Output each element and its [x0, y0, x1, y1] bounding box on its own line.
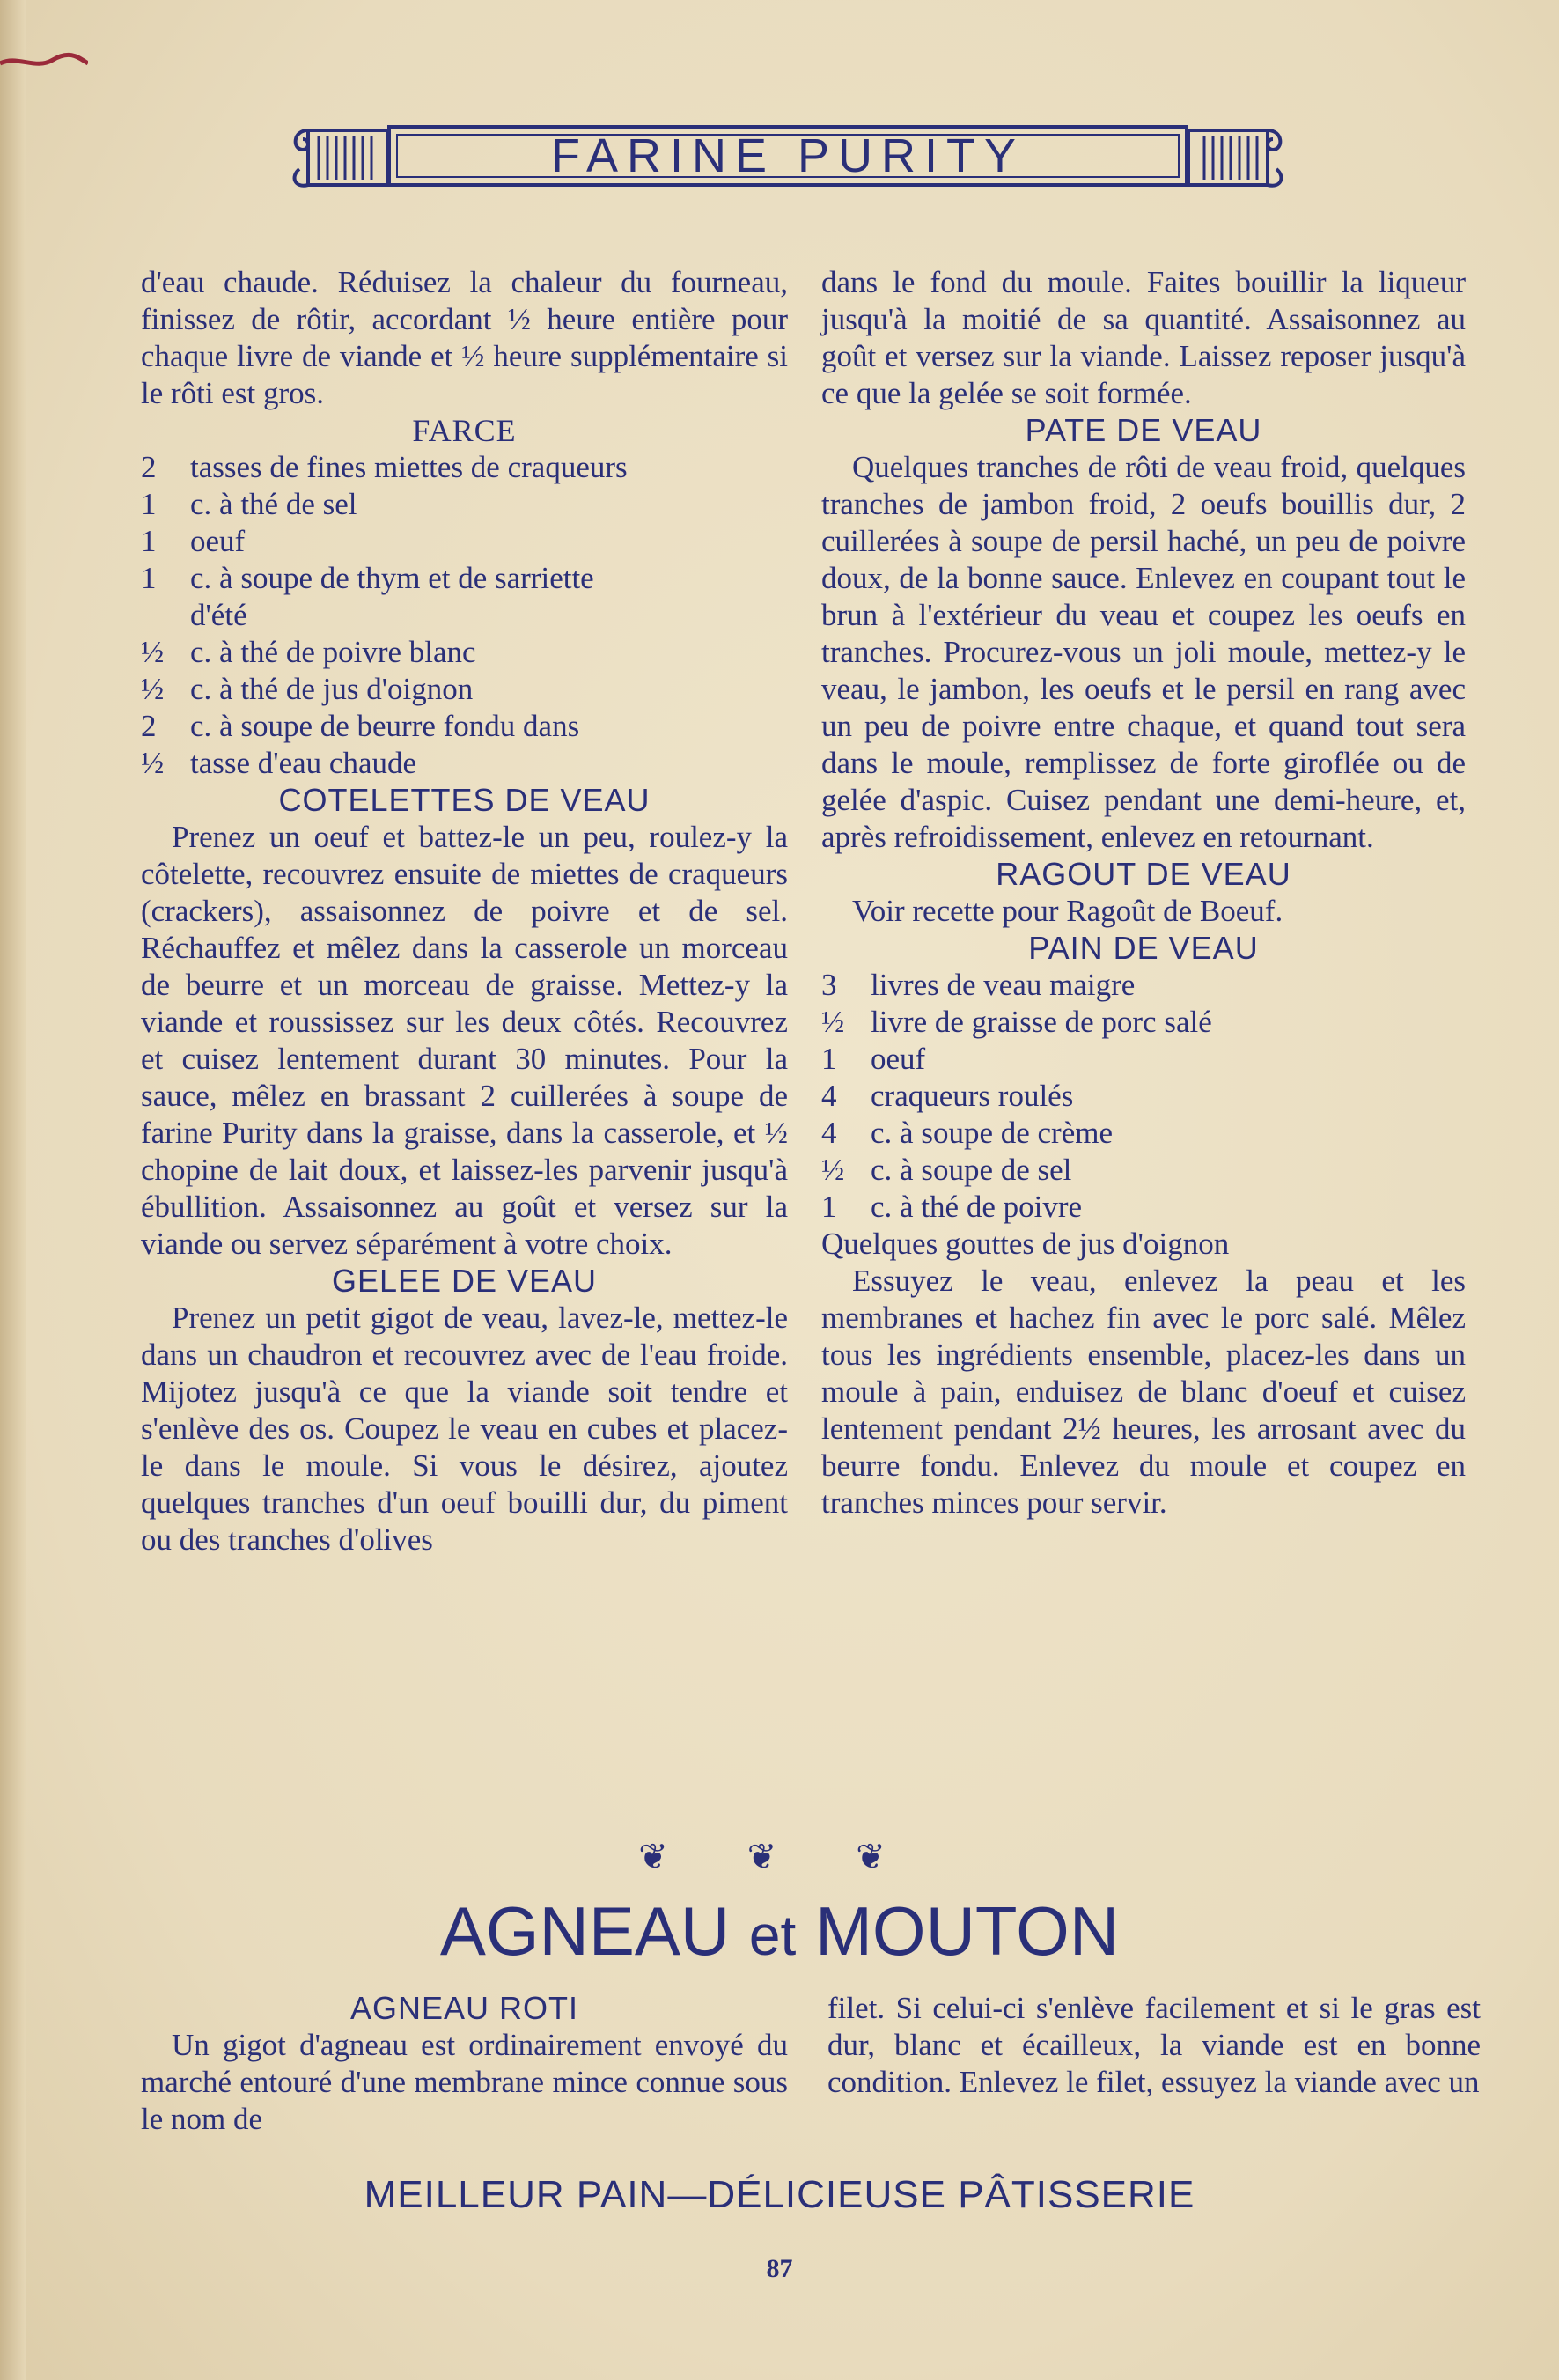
list-item: ½ c. à thé de jus d'oignon: [141, 672, 474, 706]
pate-text: Quelques tranches de rôti de veau froid, quelques tranches de jambon froid, 2 oeufs bouillis dur, 2 cuillerées à soupe de persil haché, un peu de poivre doux, de la bonne sauce. Enlevez en coupant tout le brun à l'extérieur du veau et coupez les oeufs en tranches. Procurez-vous un joli moule, mettez-y le veau, le jambon, les oeufs et le persil en rang avec un peu de poivre entre chaque, et quand tout sera dans le moule, remplissez de forte giroflée ou de gelée d'aspic. Cuisez pendant une demi-heure, et, après refroidissement, enlevez en retournant.: [821, 450, 1466, 854]
cotelettes-text: Prenez un oeuf et battez-le un peu, roulez-y la côtelette, recouvrez ensuite de miettes de craqueurs (crackers), assaisonnez de poivre et de sel. Réchauffez et mêlez dans la casserole un morceau de beurre et un morceau de graisse. Mettez-y la viande et roussissez sur les deux côtés. Recouvrez et cuisez lentement durant 30 minutes. Pour la sauce, mêlez en brassant 2 cuillerées à soupe de farine Purity dans la graisse, dans la casserole, et ½ chopine de lait doux, et laissez-les parvenir jusqu'à ébullition. Assaisonnez au goût et versez sur la viande ou servez séparément à votre choix.: [141, 820, 788, 1261]
list-item: ½ c. à thé de poivre blanc: [141, 635, 476, 669]
list-item: 3 livres de veau maigre: [821, 968, 1136, 1002]
list-item: ½ c. à soupe de sel: [821, 1153, 1072, 1187]
scroll-ornament-right-icon: [1184, 114, 1285, 199]
list-item: 1 oeuf: [141, 524, 246, 558]
agneau-roti-heading: AGNEAU ROTI: [349, 1990, 579, 2026]
list-item: d'été: [190, 598, 247, 632]
footer-slogan: MEILLEUR PAIN—DÉLICIEUSE PÂTISSERIE: [364, 2173, 1195, 2216]
section-title: AGNEAU et MOUTON: [439, 1892, 1120, 1970]
section-divider-ornament-icon: ❦ ❦ ❦: [638, 1837, 921, 1876]
list-item: 4 craqueurs roulés: [821, 1079, 1074, 1113]
farce-ingredient-list: [141, 449, 788, 782]
ragout-heading: RAGOUT DE VEAU: [996, 856, 1291, 892]
cotelettes-heading: COTELETTES DE VEAU: [278, 782, 651, 818]
header-banner: [290, 114, 1285, 203]
agneau-roti-continuation-text: filet. Si celui-ci s'enlève facilement et si le gras est dur, blanc et écailleux, la viande est en bonne condition. Enlevez le filet, essuyez la viande avec un: [827, 1991, 1481, 2099]
roast-continuation-text: d'eau chaude. Réduisez la chaleur du fourneau, finissez de rôtir, accordant ½ heure entière pour chaque livre de viande et ½ heure supplémentaire si le rôti est gros.: [141, 265, 788, 410]
ragout-text: Voir recette pour Ragoût de Boeuf.: [852, 894, 1283, 928]
pain-heading: PAIN DE VEAU: [1028, 930, 1259, 966]
page-number: 87: [766, 2254, 793, 2283]
list-item: 1 c. à thé de sel: [141, 487, 357, 521]
book-spine-shadow: [0, 0, 26, 2380]
column-right-top: [821, 264, 1466, 1522]
scroll-ornament-left-icon: [290, 114, 392, 199]
gelee-text: Prenez un petit gigot de veau, lavez-le, mettez-le dans un chaudron et recouvrez avec de l'eau froide. Mijotez jusqu'à ce que la viande soit tendre et s'enlève des os. Coupez le veau en cubes et placez-le dans le moule. Si vous le désirez, ajoutez quelques tranches d'un oeuf bouilli dur, du piment ou des tranches d'olives: [141, 1301, 788, 1557]
list-item: ½ livre de graisse de porc salé: [821, 1005, 1212, 1039]
binding-thread: [0, 51, 88, 74]
pain-text: Essuyez le veau, enlevez la peau et les membranes et hachez fin avec le porc salé. Mêlez tous les ingrédients ensemble, placez-les dans un moule à pain, enduisez de blanc d'oeuf et cuisez lentement pendant 2½ heures, les arrosant avec du beurre fondu. Enlevez du moule et coupez en tranches minces pour servir.: [821, 1264, 1466, 1520]
pain-ingredient-list: [821, 967, 1466, 1226]
agneau-roti-text: Un gigot d'agneau est ordinairement envoyé du marché entouré d'une membrane mince connue sous le nom de: [141, 2028, 788, 2136]
list-item: 1 c. à soupe de thym et de sarriette: [141, 561, 594, 595]
list-item: 1 c. à thé de poivre: [821, 1190, 1083, 1224]
column-left-bottom: [141, 1990, 788, 2138]
list-item: ½ tasse d'eau chaude: [141, 746, 417, 780]
list-item: 1 oeuf: [821, 1042, 926, 1076]
column-left-top: [141, 264, 788, 1558]
list-item: 4 c. à soupe de crème: [821, 1116, 1113, 1150]
pain-extra-ingredient: Quelques gouttes de jus d'oignon: [821, 1227, 1230, 1261]
farce-heading: FARCE: [412, 413, 517, 448]
gelee-heading: GELEE DE VEAU: [331, 1263, 598, 1299]
pate-heading: PATE DE VEAU: [1025, 412, 1262, 448]
list-item: 2 tasses de fines miettes de craqueurs: [141, 450, 628, 484]
gelee-continuation-text: dans le fond du moule. Faites bouillir la liqueur jusqu'à la moitié de sa quantité. Assaisonnez au goût et versez sur la viande. Laissez reposer jusqu'à ce que la gelée se soit formée.: [821, 265, 1466, 410]
list-item: 2 c. à soupe de beurre fondu dans: [141, 709, 580, 743]
column-right-bottom: [827, 1990, 1481, 2101]
header-title-frame: [387, 125, 1188, 187]
header-title: FARINE PURITY: [550, 129, 1026, 182]
